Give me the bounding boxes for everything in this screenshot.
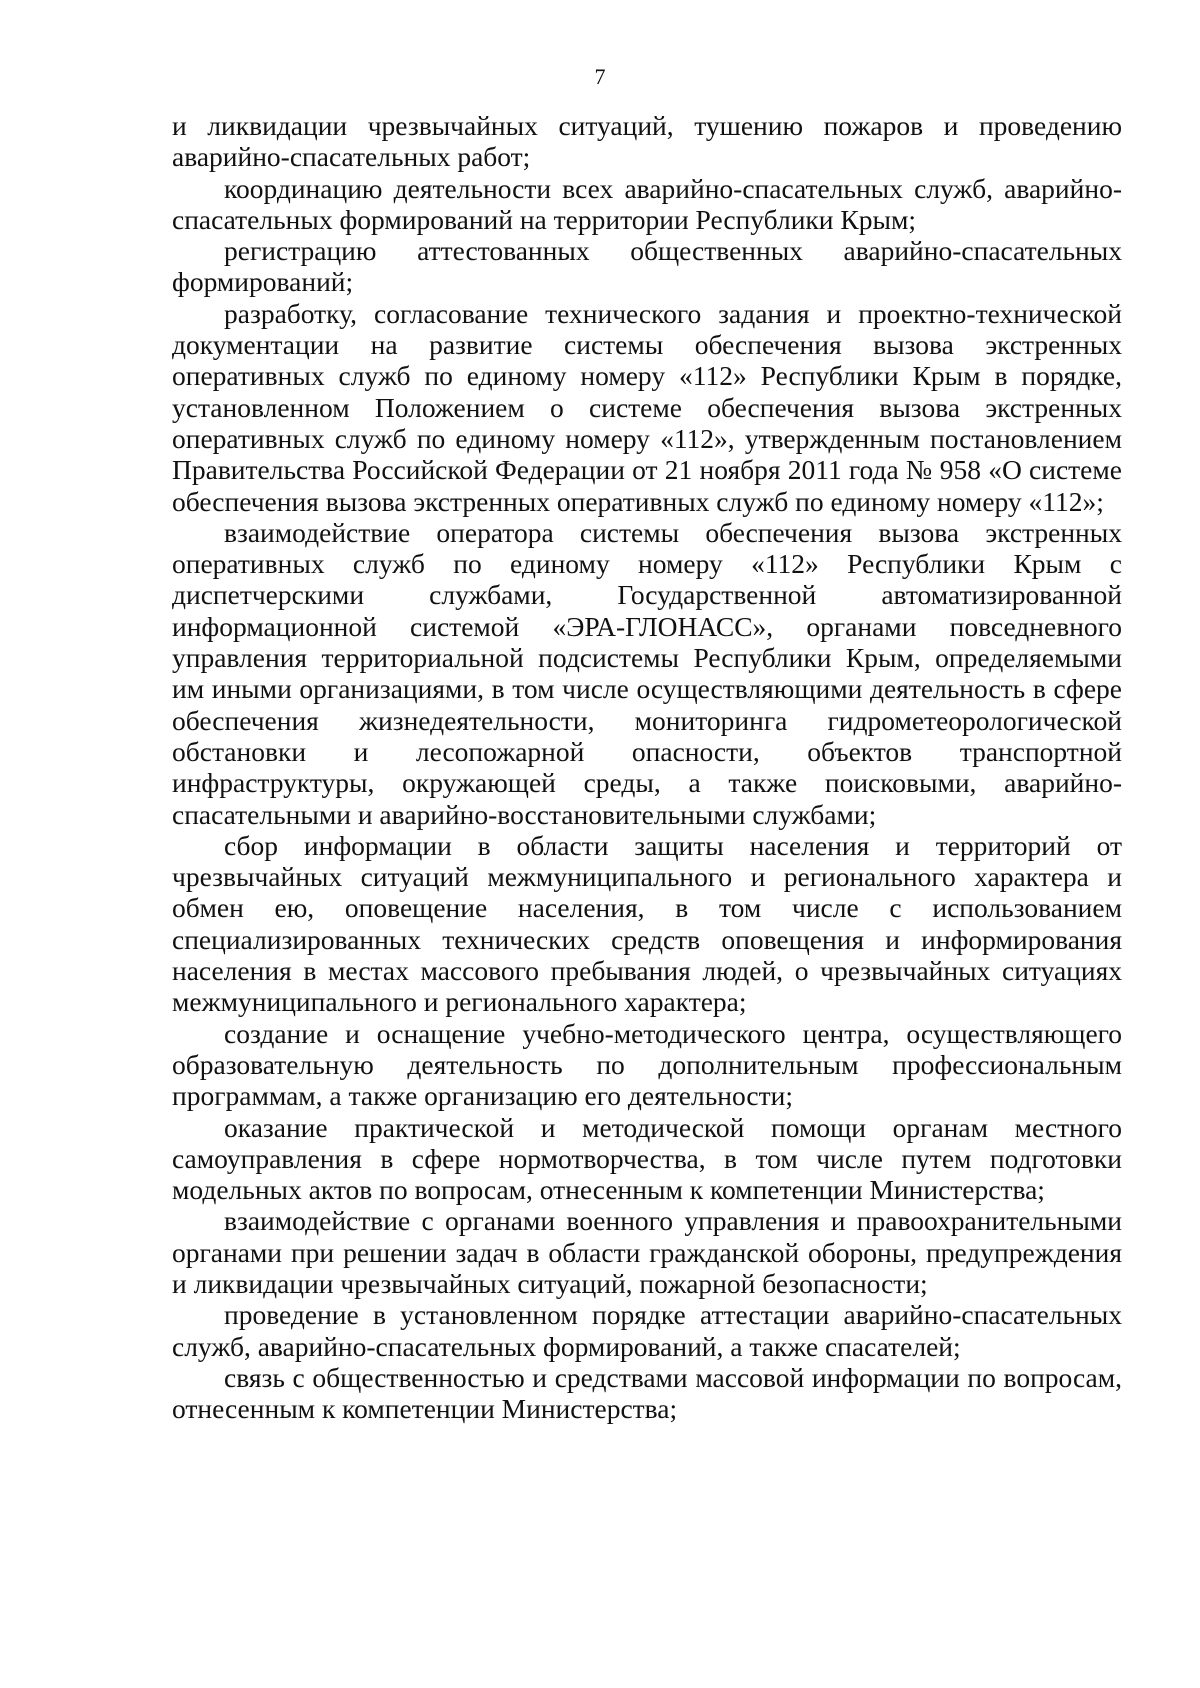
paragraph-continuation: и ликвидации чрезвычайных ситуаций, тушению пожаров и проведению аварийно-спасательных работ; — [172, 110, 1122, 173]
paragraph-training-center: создание и оснащение учебно-методического центра, осуществляющего образовательную деятельность по дополнительным профессиональным программам, а также организацию его деятельности; — [172, 1017, 1122, 1112]
paragraph-coordination: координацию деятельности всех аварийно-спасательных служб, аварийно-спасательных формирований на территории Республики Крым; — [172, 172, 1122, 235]
paragraph-information-collection: сбор информации в области защиты населения и территорий от чрезвычайных ситуаций межмуниципального и регионального характера и обмен ею, оповещение населения, в том числе с использованием специализированных технических средств оповещения и информирования населения в местах массового пребывания людей, о чрезвычайных ситуациях межмуниципального и регионального характера; — [172, 829, 1122, 1018]
paragraph-development-112: разработку, согласование технического задания и проектно-технической документации на развитие системы обеспечения вызова экстренных оперативных служб по единому номеру «112» Республики Крым в порядке, установленном Положением о системе обеспечения вызова экстренных оперативных служб по единому номеру «112», утвержденным постановлением Правительства Российской Федерации от 21 ноября 2011 года № 958 «О системе обеспечения вызова экстренных оперативных служб по единому номеру «112»; — [172, 297, 1122, 517]
paragraph-attestation: проведение в установленном порядке аттестации аварийно-спасательных служб, аварийно-спасательных формирований, а также спасателей; — [172, 1299, 1122, 1362]
paragraph-public-relations: связь с общественностью и средствами массовой информации по вопросам, отнесенным к компетенции Министерства; — [172, 1361, 1122, 1425]
paragraph-methodical-assistance: оказание практической и методической помощи органам местного самоуправления в сфере нормотворчества, в том числе путем подготовки модельных актов по вопросам, отнесенным к компетенции Министерства; — [172, 1111, 1122, 1206]
paragraph-military-interaction: взаимодействие с органами военного управления и правоохранительными органами при решении задач в области гражданской обороны, предупреждения и ликвидации чрезвычайных ситуаций, пожарной безопасности; — [172, 1205, 1122, 1299]
page-number: 7 — [594, 64, 606, 89]
document-body — [172, 110, 1122, 1424]
paragraph-registration: регистрацию аттестованных общественных аварийно-спасательных формирований; — [172, 235, 1122, 298]
paragraph-interaction-operator: взаимодействие оператора системы обеспечения вызова экстренных оперативных служб по единому номеру «112» Республики Крым с диспетчерскими службами, Государственной автоматизированной информационной системой «ЭРА-ГЛОНАСС», органами повседневного управления территориальной подсистемы Республики Крым, определяемыми им иными организациями, в том числе осуществляющими деятельность в сфере обеспечения жизнедеятельности, мониторинга гидрометеорологической обстановки и лесопожарной опасности, объектов транспортной инфраструктуры, окружающей среды, а также поисковыми, аварийно-спасательными и аварийно-восстановительными службами; — [172, 516, 1122, 830]
